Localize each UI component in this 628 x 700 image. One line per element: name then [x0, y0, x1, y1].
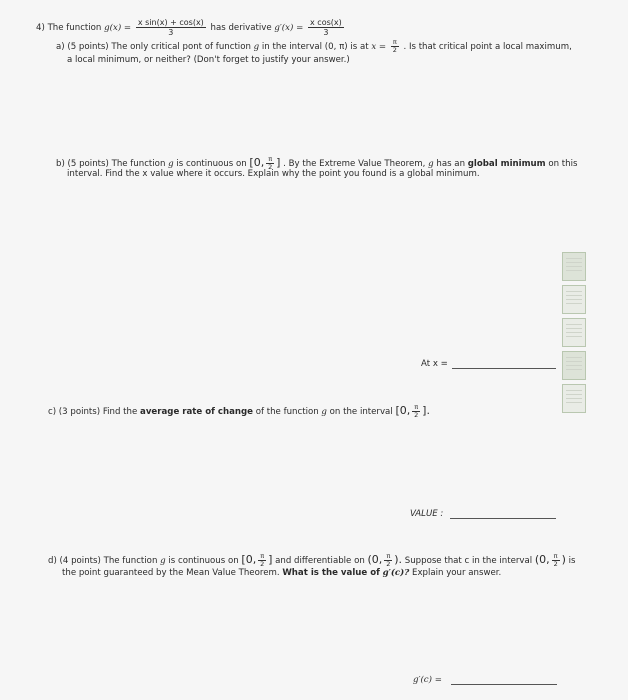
pi-numerator: π — [553, 552, 558, 560]
g-lhs: g(x) = — [104, 23, 132, 33]
part-b-on-this: on this — [548, 159, 578, 169]
part-a-pi-over-2 — [391, 39, 399, 54]
part-d-explain: Explain your answer. — [412, 568, 502, 578]
has-derivative-text: has derivative — [210, 23, 272, 33]
part-c-answer-line[interactable] — [450, 518, 556, 519]
pi-numerator: π — [268, 155, 273, 163]
two-denominator: 2 — [386, 560, 391, 568]
part-d-pi-over-2-b — [384, 553, 392, 568]
two-denominator: 2 — [553, 560, 558, 568]
g-fraction — [136, 18, 206, 37]
part-d-question-bold: What is the value of — [282, 568, 380, 578]
pi-numerator: π — [386, 552, 391, 560]
part-a-is-at: is at — [350, 42, 369, 52]
two-denominator: 2 — [260, 560, 265, 568]
two-denominator: 2 — [268, 163, 273, 171]
part-d-differentiable: and differentiable on — [275, 556, 365, 566]
gprime-fraction — [308, 18, 344, 37]
gprime-lhs: g′(x) = — [274, 23, 304, 33]
part-b-g: g — [168, 159, 174, 169]
part-b-text: b) (5 points) The function — [56, 159, 166, 169]
part-b-line2: interval. Find the x value where it occurs. Explain why the point you found is a global minimum. — [67, 169, 480, 179]
page-thumbnail-strip — [562, 252, 588, 417]
interval-close: ] — [276, 156, 281, 169]
part-a-g: g — [253, 42, 260, 52]
part-a-text: a) (5 points) The only critical pont of function — [56, 42, 251, 52]
part-d-gprime-c: g′(c)? — [382, 568, 410, 578]
gprime-denominator: 3 — [323, 28, 329, 37]
part-c-g: g — [321, 407, 327, 417]
part-d-pi-over-2-c — [552, 553, 560, 568]
interval-open: (0, — [534, 553, 550, 566]
two-denominator: 2 — [392, 46, 397, 54]
interval-close: ]. — [422, 404, 430, 417]
part-a-line1 — [56, 39, 572, 54]
part-c-function: of the function — [255, 407, 319, 417]
pi-numerator: π — [392, 38, 397, 46]
part-b-has-a: has an — [436, 159, 466, 169]
part-b-continuous: is continuous on — [176, 159, 247, 169]
global-minimum-bold: global minimum — [467, 159, 546, 169]
part-b-g2: g — [428, 159, 434, 169]
interval-open: (0, — [367, 553, 383, 566]
interval-open: [0, — [395, 404, 411, 417]
part-d-continuous: is continuous on — [168, 556, 239, 566]
part-d-line2 — [62, 568, 501, 579]
average-rate-bold: average rate of change — [140, 407, 253, 417]
part-c-interval-text: on the interval — [329, 407, 393, 417]
part-a-x-eq: x = — [371, 42, 387, 52]
question-lead: The function — [47, 23, 102, 33]
gprime-numerator: x cos(x) — [310, 18, 342, 27]
page-thumbnail[interactable] — [562, 285, 586, 314]
part-d-line1 — [48, 553, 576, 568]
pi-numerator: π — [260, 552, 265, 560]
part-d-answer-line[interactable] — [451, 684, 557, 685]
interval-close: ). — [394, 553, 403, 566]
interval-open: [0, — [249, 156, 265, 169]
part-a-line2: a local minimum, or neither? (Don't forget to justify your answer.) — [67, 55, 350, 65]
page-thumbnail[interactable] — [562, 252, 586, 281]
page-thumbnail[interactable] — [562, 351, 586, 380]
part-b-answer-label: At x = — [421, 359, 448, 369]
interval-close: ] — [268, 553, 273, 566]
part-b-answer-line[interactable] — [452, 368, 556, 369]
g-denominator: 3 — [168, 28, 174, 37]
part-c-line — [48, 404, 430, 419]
two-denominator: 2 — [414, 411, 419, 419]
interval-close: ) — [561, 553, 566, 566]
part-c-answer-label: VALUE : — [410, 509, 444, 519]
pi-numerator: π — [414, 403, 419, 411]
part-a-interval-text: in the interval — [261, 42, 323, 52]
part-c-pi-over-2 — [412, 404, 420, 419]
part-d-pi-over-2-a — [258, 553, 266, 568]
page-thumbnail[interactable] — [562, 384, 586, 413]
part-d-suppose: Suppose that c in the interval — [404, 556, 533, 566]
question-number: 4) — [36, 23, 45, 33]
page-thumbnail[interactable] — [562, 318, 586, 347]
interval-open: [0, — [241, 553, 257, 566]
part-d-g: g — [160, 556, 166, 566]
part-a-question: . Is that critical point a local maximum, — [403, 42, 572, 52]
g-numerator: x sin(x) + cos(x) — [137, 18, 204, 27]
part-d-mvt: the point guaranteed by the Mean Value Theorem. — [62, 568, 280, 578]
part-d-answer-label: g′(c) = — [413, 675, 442, 685]
part-c-text: c) (3 points) Find the — [48, 407, 138, 417]
part-a-interval: (0, π) — [324, 42, 348, 52]
part-d-is: is — [568, 556, 576, 566]
question-4-header — [36, 18, 346, 37]
part-d-text: d) (4 points) The function — [48, 556, 158, 566]
part-b-evt: . By the Extreme Value Theorem, — [283, 159, 426, 169]
